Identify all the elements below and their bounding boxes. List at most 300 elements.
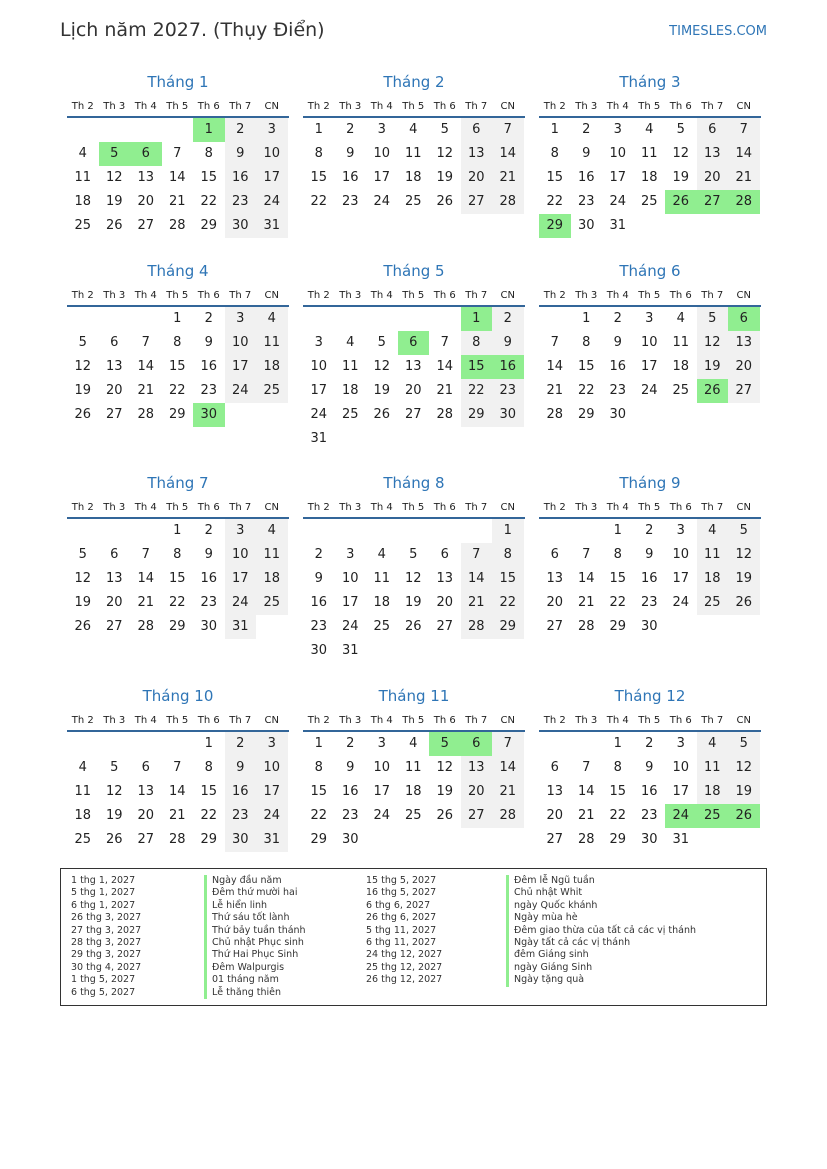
day-cell: 16 [225,166,257,190]
day-cell: 14 [577,784,595,799]
legend-holiday-name: Ngày mùa hè [506,912,696,924]
day-cell: 24 [373,194,391,209]
weekday-label: Th 6 [197,290,220,301]
day-cell: 7 [582,547,591,562]
weekday-label: Th 3 [575,715,598,726]
day-cell: 28 [546,407,564,422]
day-cell: 8 [173,335,182,350]
weekday-label: Th 3 [339,502,362,513]
day-cell: 21 [546,383,564,398]
weekday-label: Th 4 [370,290,393,301]
day-cell: 10 [640,335,658,350]
day-cell: 14 [436,359,454,374]
weekday-header [67,287,289,307]
day-cell: 27 [461,190,493,214]
day-cell: 4 [409,122,418,137]
holiday-day-cell: 6 [398,331,430,355]
day-cell: 3 [346,547,355,562]
month-block [539,686,761,852]
weekday-header [303,287,525,307]
weekday-label: Th 3 [339,290,362,301]
day-cell: 9 [645,547,654,562]
day-cell: 20 [546,595,564,610]
day-cell: 16 [200,359,218,374]
day-grid [303,118,525,214]
day-cell: 8 [173,547,182,562]
day-cell: 22 [168,383,186,398]
day-cell: 21 [577,808,595,823]
day-cell: 13 [137,170,155,185]
day-cell: 19 [728,780,760,804]
weekday-header [303,499,525,519]
weekday-label: Th 5 [402,101,425,112]
brand-link[interactable]: TIMESLES.COM [669,24,767,39]
day-cell: 7 [492,118,524,142]
day-cell: 22 [609,595,627,610]
day-cell: 25 [404,194,422,209]
weekday-label: Th 2 [71,290,94,301]
day-cell: 26 [74,407,92,422]
day-cell: 19 [672,170,690,185]
weekday-label: Th 4 [606,502,629,513]
day-cell: 20 [461,780,493,804]
day-grid [303,307,525,451]
weekday-label: CN [500,290,515,301]
day-cell: 1 [613,523,622,538]
empty-cell [130,118,162,142]
weekday-label: Th 2 [71,101,94,112]
holiday-day-cell: 16 [492,355,524,379]
holiday-day-cell: 30 [193,403,225,427]
day-cell: 13 [105,359,123,374]
weekday-label: Th 3 [575,101,598,112]
empty-cell [67,307,99,331]
day-cell: 10 [609,146,627,161]
day-cell: 19 [74,595,92,610]
month-title: Tháng 8 [383,474,445,492]
holiday-day-cell: 25 [697,804,729,828]
day-cell: 24 [672,595,690,610]
weekday-label: Th 7 [465,101,488,112]
legend-date: 25 thg 12, 2027 [366,961,443,973]
holiday-day-cell: 27 [697,190,729,214]
day-cell: 4 [256,307,288,331]
weekday-label: Th 7 [229,502,252,513]
day-cell: 24 [225,591,257,615]
day-cell: 26 [404,619,422,634]
day-cell: 27 [105,407,123,422]
weekday-label: Th 7 [229,101,252,112]
day-cell: 5 [440,122,449,137]
day-cell: 13 [404,359,422,374]
day-cell: 4 [697,732,729,756]
day-cell: 18 [404,170,422,185]
weekday-label: Th 5 [638,290,661,301]
holiday-day-cell: 6 [461,732,493,756]
day-cell: 11 [373,571,391,586]
day-grid [67,307,289,427]
legend-holiday-name: Ngày tất cả các vị thánh [506,937,696,949]
day-grid [67,732,289,852]
day-cell: 15 [168,359,186,374]
day-cell: 5 [409,547,418,562]
empty-cell [429,519,461,543]
day-cell: 9 [492,331,524,355]
day-cell: 27 [137,218,155,233]
legend-holiday-name: 01 tháng năm [204,974,306,986]
day-cell: 26 [74,619,92,634]
weekday-label: Th 4 [134,502,157,513]
weekday-label: Th 6 [669,290,692,301]
day-cell: 17 [310,383,328,398]
legend-holiday-name: Thứ sáu tốt lành [204,912,306,924]
day-cell: 7 [461,543,493,567]
legend-holiday-name: Đêm Walpurgis [204,962,306,974]
month-block [539,72,761,238]
day-cell: 21 [577,595,595,610]
day-cell: 25 [672,383,690,398]
day-cell: 30 [577,218,595,233]
day-cell: 13 [461,756,493,780]
day-cell: 20 [404,383,422,398]
day-cell: 12 [697,331,729,355]
legend-holiday-name: Chủ nhật Whit [506,887,696,899]
day-cell: 7 [173,760,182,775]
day-cell: 12 [74,571,92,586]
day-cell: 18 [256,355,288,379]
day-cell: 6 [110,547,119,562]
day-cell: 16 [200,571,218,586]
day-cell: 15 [609,571,627,586]
day-cell: 11 [640,146,658,161]
legend-date: 27 thg 3, 2027 [71,924,142,936]
weekday-label: Th 5 [638,502,661,513]
legend-holiday-name: Đêm giao thừa của tất cả các vị thánh [506,925,696,937]
day-cell: 23 [200,383,218,398]
day-cell: 31 [341,643,359,658]
day-cell: 18 [640,170,658,185]
day-cell: 20 [546,808,564,823]
day-cell: 29 [461,403,493,427]
day-cell: 1 [582,311,591,326]
day-cell: 6 [461,118,493,142]
holiday-day-cell: 1 [461,307,493,331]
day-cell: 2 [225,732,257,756]
weekday-label: Th 3 [103,290,126,301]
day-cell: 27 [105,619,123,634]
day-cell: 27 [137,832,155,847]
month-block [67,473,289,639]
legend-date: 26 thg 6, 2027 [366,912,437,924]
legend-holiday-name: đêm Giáng sinh [506,949,696,961]
day-cell: 18 [672,359,690,374]
legend-holiday-name: ngày Quốc khánh [506,900,696,912]
day-cell: 15 [609,784,627,799]
day-cell: 30 [640,832,658,847]
empty-cell [366,307,398,331]
weekday-label: Th 6 [197,502,220,513]
weekday-label: Th 5 [166,290,189,301]
day-cell: 3 [256,732,288,756]
day-cell: 22 [492,591,524,615]
month-block [67,686,289,852]
day-grid [67,519,289,639]
day-cell: 17 [609,170,627,185]
weekday-label: Th 4 [606,101,629,112]
day-cell: 25 [256,379,288,403]
day-cell: 13 [436,571,454,586]
day-cell: 3 [645,311,654,326]
holiday-legend [60,868,767,1006]
weekday-header [67,98,289,118]
empty-cell [303,307,335,331]
legend-holiday-name: ngày Giáng Sinh [506,962,696,974]
weekday-label: Th 3 [103,715,126,726]
day-cell: 4 [676,311,685,326]
legend-date: 15 thg 5, 2027 [366,875,437,886]
empty-cell [539,519,571,543]
day-cell: 8 [461,331,493,355]
day-cell: 31 [256,214,288,238]
empty-cell [162,118,194,142]
weekday-label: Th 6 [433,101,456,112]
day-cell: 20 [436,595,454,610]
day-cell: 12 [728,543,760,567]
day-cell: 14 [137,571,155,586]
day-cell: 12 [105,784,123,799]
day-cell: 23 [492,379,524,403]
day-cell: 31 [225,615,257,639]
day-cell: 24 [256,804,288,828]
day-cell: 22 [310,808,328,823]
day-cell: 18 [373,595,391,610]
day-cell: 10 [341,571,359,586]
holiday-day-cell: 1 [193,118,225,142]
day-cell: 19 [74,383,92,398]
day-cell: 25 [640,194,658,209]
day-cell: 29 [609,619,627,634]
weekday-label: Th 2 [543,290,566,301]
legend-holiday-name: Đêm thứ mười hai [204,887,306,899]
day-cell: 4 [256,519,288,543]
day-cell: 26 [373,407,391,422]
day-cell: 19 [728,567,760,591]
day-cell: 20 [137,808,155,823]
empty-cell [99,519,131,543]
day-cell: 8 [314,146,323,161]
legend-date: 28 thg 3, 2027 [71,937,142,949]
legend-holiday-name: Chủ nhật Phục sinh [204,937,306,949]
weekday-label: Th 4 [370,101,393,112]
day-cell: 3 [225,307,257,331]
day-cell: 27 [546,619,564,634]
empty-cell [303,519,335,543]
day-cell: 26 [436,808,454,823]
day-cell: 29 [168,407,186,422]
day-cell: 5 [377,335,386,350]
day-cell: 16 [640,571,658,586]
legend-date: 1 thg 1, 2027 [71,875,136,886]
legend-holiday-name: Ngày tặng quà [506,974,696,986]
day-cell: 2 [645,523,654,538]
day-cell: 8 [204,760,213,775]
day-cell: 17 [640,359,658,374]
day-cell: 25 [697,591,729,615]
day-cell: 22 [310,194,328,209]
empty-cell [99,732,131,756]
day-cell: 12 [728,756,760,780]
month-block [539,261,761,427]
day-cell: 16 [310,595,328,610]
day-cell: 15 [577,359,595,374]
day-grid [539,118,761,238]
day-cell: 10 [672,760,690,775]
day-cell: 29 [168,619,186,634]
holiday-day-cell: 29 [539,214,571,238]
day-grid [539,307,761,427]
month-title: Tháng 12 [614,687,686,705]
day-cell: 22 [200,808,218,823]
month-title: Tháng 9 [619,474,681,492]
weekday-label: CN [264,715,279,726]
day-cell: 3 [377,736,386,751]
day-cell: 2 [225,118,257,142]
weekday-label: Th 4 [370,502,393,513]
empty-cell [99,118,131,142]
day-cell: 5 [728,519,760,543]
legend-date: 16 thg 5, 2027 [366,887,437,899]
day-cell: 2 [346,122,355,137]
weekday-label: Th 2 [307,101,330,112]
day-cell: 9 [314,571,323,586]
day-cell: 23 [310,619,328,634]
day-cell: 2 [314,547,323,562]
day-cell: 30 [225,828,257,852]
day-cell: 28 [492,190,524,214]
legend-date: 26 thg 3, 2027 [71,912,142,924]
day-cell: 24 [341,619,359,634]
day-cell: 22 [461,379,493,403]
day-cell: 12 [105,170,123,185]
month-block [303,473,525,663]
holiday-day-cell: 6 [728,307,760,331]
weekday-label: Th 5 [166,101,189,112]
day-cell: 12 [436,146,454,161]
day-cell: 30 [341,832,359,847]
day-cell: 4 [697,519,729,543]
day-cell: 2 [346,736,355,751]
weekday-label: Th 3 [339,715,362,726]
day-cell: 7 [440,335,449,350]
day-cell: 19 [697,355,729,379]
day-grid [539,732,761,852]
day-cell: 19 [105,808,123,823]
day-cell: 24 [256,190,288,214]
empty-cell [99,307,131,331]
day-cell: 17 [225,355,257,379]
day-cell: 4 [346,335,355,350]
day-cell: 15 [310,170,328,185]
month-block [67,261,289,427]
day-cell: 9 [204,547,213,562]
legend-date: 1 thg 5, 2027 [71,974,136,986]
weekday-label: Th 4 [134,101,157,112]
day-cell: 21 [436,383,454,398]
day-cell: 26 [105,218,123,233]
day-cell: 9 [645,760,654,775]
day-cell: 22 [577,383,595,398]
day-cell: 15 [168,571,186,586]
legend-holiday-name: Lễ thăng thiên [204,987,306,999]
day-cell: 1 [173,523,182,538]
day-cell: 13 [697,142,729,166]
weekday-label: Th 5 [638,101,661,112]
day-cell: 11 [404,760,422,775]
weekday-label: Th 2 [307,502,330,513]
day-cell: 16 [225,780,257,804]
day-cell: 25 [74,218,92,233]
day-cell: 27 [546,832,564,847]
weekday-label: Th 6 [433,715,456,726]
day-cell: 25 [373,619,391,634]
weekday-label: Th 6 [669,101,692,112]
legend-dates-right [366,875,442,987]
day-cell: 4 [377,547,386,562]
day-cell: 14 [168,170,186,185]
holiday-day-cell: 5 [99,142,131,166]
empty-cell [398,307,430,331]
day-cell: 18 [341,383,359,398]
day-cell: 22 [168,595,186,610]
day-cell: 5 [697,307,729,331]
month-title: Tháng 1 [147,73,209,91]
weekday-label: Th 3 [575,290,598,301]
day-cell: 4 [78,146,87,161]
day-cell: 17 [373,784,391,799]
day-cell: 19 [436,170,454,185]
legend-names-left [204,875,306,999]
day-cell: 20 [697,166,729,190]
day-cell: 15 [200,784,218,799]
empty-cell [130,732,162,756]
day-cell: 8 [492,543,524,567]
weekday-header [67,712,289,732]
legend-holiday-name: Đêm lễ Ngũ tuần [506,875,696,887]
day-cell: 11 [697,756,729,780]
day-cell: 14 [137,359,155,374]
day-cell: 28 [436,407,454,422]
day-cell: 2 [645,736,654,751]
month-title: Tháng 6 [619,262,681,280]
day-cell: 22 [546,194,564,209]
day-cell: 23 [341,808,359,823]
day-cell: 5 [78,335,87,350]
day-cell: 24 [640,383,658,398]
day-cell: 24 [225,379,257,403]
day-cell: 28 [168,832,186,847]
day-cell: 23 [609,383,627,398]
empty-cell [539,732,571,756]
day-cell: 5 [78,547,87,562]
weekday-header [539,499,761,519]
month-title: Tháng 7 [147,474,209,492]
legend-holiday-name: Ngày đầu năm [204,875,306,887]
day-cell: 10 [225,543,257,567]
day-cell: 23 [225,804,257,828]
day-cell: 1 [314,122,323,137]
day-cell: 18 [256,567,288,591]
day-cell: 29 [200,832,218,847]
